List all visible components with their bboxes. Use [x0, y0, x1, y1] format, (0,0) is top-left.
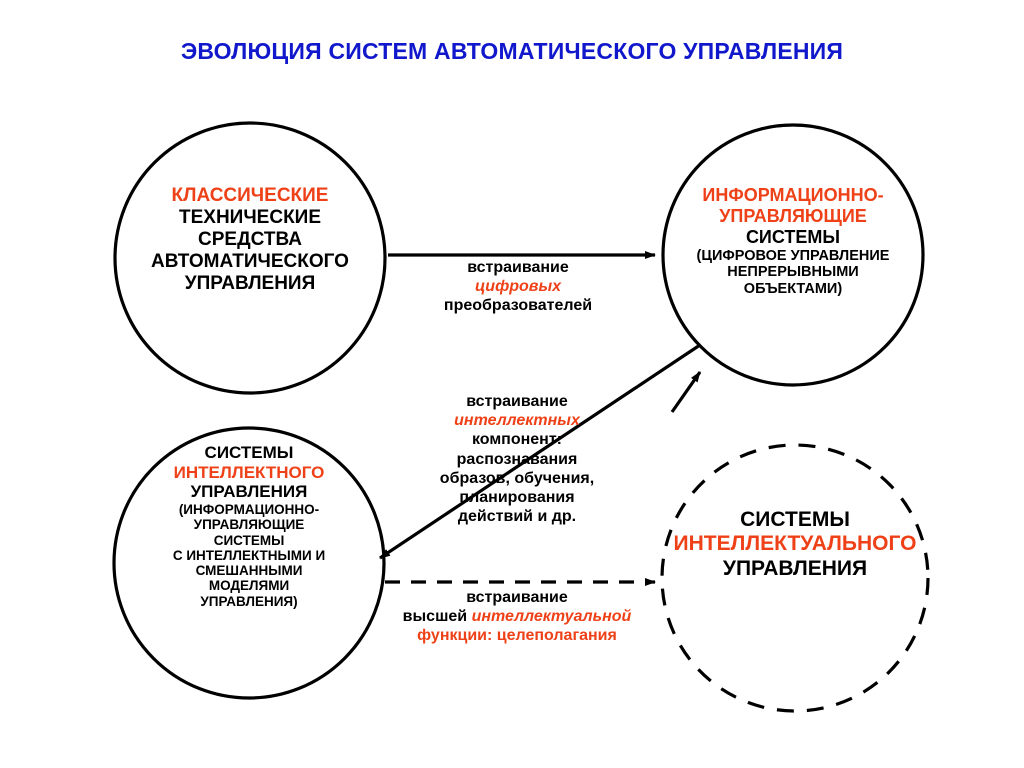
node-info-line1: ИНФОРМАЦИОННО-	[702, 185, 884, 205]
edge-goal-line1: встраивание	[466, 589, 568, 606]
edge-label-intellect-components	[392, 392, 642, 526]
node-info-line5: НЕПРЕРЫВНЫМИ	[727, 264, 859, 281]
edge-goal-line2-accent: интеллектуальной	[471, 608, 632, 626]
edge-goal-line2-plain: высшей	[402, 608, 468, 626]
edge-digital-line3: преобразователей	[443, 297, 593, 315]
node-intellect-line3: УПРАВЛЕНИЯ	[190, 482, 308, 502]
node-intellectual-line3: УПРАВЛЕНИЯ	[722, 556, 868, 580]
edge-intellect-line5: образов, обучения,	[439, 469, 595, 487]
node-intellect-control-label	[108, 443, 390, 609]
edge-goal-line2	[352, 607, 682, 626]
node-intellect-line8: СМЕШАННЫМИ	[195, 563, 303, 579]
page-title: ЭВОЛЮЦИЯ СИСТЕМ АВТОМАТИЧЕСКОГО УПРАВЛЕНИЯ	[180, 38, 844, 64]
node-intellect-line2: ИНТЕЛЛЕКТНОГО	[173, 462, 325, 482]
node-classic-line5: УПРАВЛЕНИЯ	[184, 273, 316, 295]
edge-digital-line2: цифровых	[474, 278, 562, 296]
arrow-intellect-components-head-upper	[672, 372, 700, 412]
node-classic-line4: АВТОМАТИЧЕСКОГО	[151, 251, 349, 273]
node-info-line3: СИСТЕМЫ	[745, 226, 841, 247]
node-intellect-line4: (ИНФОРМАЦИОННО-	[178, 502, 320, 518]
node-info-line6: ОБЪЕКТАМИ)	[743, 281, 843, 298]
node-intellect-line6: СИСТЕМЫ	[213, 532, 285, 548]
node-intellectual-line2: ИНТЕЛЛЕКТУАЛЬНОГО	[673, 532, 917, 556]
edge-intellect-line4: распознавания	[456, 450, 578, 468]
edge-intellect-line7: действий и др.	[457, 508, 577, 526]
node-intellect-line10: УПРАВЛЕНИЯ)	[200, 593, 298, 609]
node-info-control-label	[648, 185, 938, 298]
edge-digital-line1: встраивание	[467, 259, 569, 276]
edge-goal-line3: функции: целеполагания	[417, 627, 617, 645]
node-intellect-line7: С ИНТЕЛЛЕКТНЫМИ И	[172, 547, 326, 563]
node-classic-line1: КЛАССИЧЕСКИЕ	[171, 185, 329, 206]
node-classic-label	[110, 185, 390, 295]
node-info-line2: УПРАВЛЯЮЩИЕ	[719, 205, 867, 226]
node-intellect-line1: СИСТЕМЫ	[204, 443, 294, 462]
node-classic-line3: СРЕДСТВА	[198, 229, 302, 251]
edge-intellect-line2: интеллектных	[454, 412, 580, 430]
node-intellectual-control-label	[650, 508, 940, 581]
edge-label-goal-setting	[352, 588, 682, 646]
node-intellect-line5: УПРАВЛЯЮЩИЕ	[193, 517, 305, 533]
edge-intellect-line3: компонент:	[471, 431, 563, 449]
edge-label-digital	[398, 258, 638, 316]
node-intellectual-line1: СИСТЕМЫ	[740, 508, 850, 531]
edge-intellect-line1: встраивание	[466, 393, 568, 410]
node-info-line4: (ЦИФРОВОЕ УПРАВЛЕНИЕ	[696, 247, 890, 264]
edge-intellect-line6: планирования	[459, 488, 575, 506]
node-intellect-line9: МОДЕЛЯМИ	[208, 578, 290, 594]
node-classic-line2: ТЕХНИЧЕСКИЕ	[179, 207, 321, 229]
